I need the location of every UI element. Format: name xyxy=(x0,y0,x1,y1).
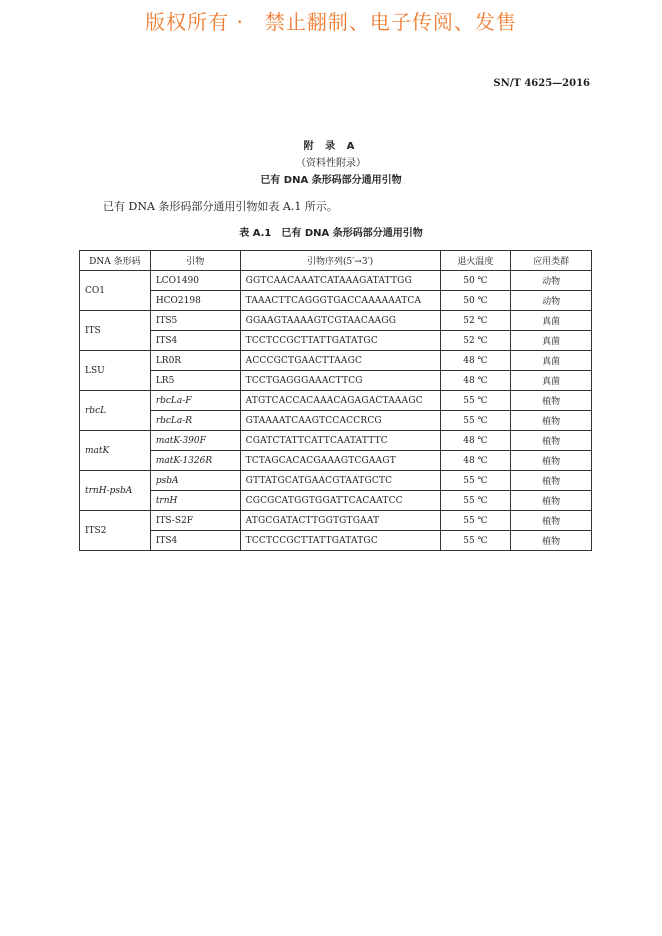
table-row xyxy=(80,451,592,471)
sequence-cell: GTTATGCATGAACGTAATGCTC xyxy=(240,471,440,491)
temp-cell: 55 ℃ xyxy=(440,411,511,431)
category-cell: 植物 xyxy=(511,531,592,551)
category-cell: 植物 xyxy=(511,451,592,471)
primer-cell: trnH xyxy=(150,491,240,511)
primer-table-body xyxy=(80,271,592,551)
table-row xyxy=(80,491,592,511)
primer-cell: LR5 xyxy=(150,371,240,391)
category-cell: 植物 xyxy=(511,491,592,511)
sequence-cell: TAAACTTCAGGGTGACCAAAAAATCA xyxy=(240,291,440,311)
category-cell: 植物 xyxy=(511,511,592,531)
temp-cell: 48 ℃ xyxy=(440,351,511,371)
barcode-cell: CO1 xyxy=(80,271,151,311)
sequence-cell: TCCTCCGCTTATTGATATGC xyxy=(240,331,440,351)
watermark-text: 版权所有 · 禁止翻制、电子传阅、发售 xyxy=(145,10,517,34)
temp-cell: 55 ℃ xyxy=(440,471,511,491)
header-sequence: 引物序列(5′→3′) xyxy=(240,251,440,271)
table-row xyxy=(80,471,592,491)
temp-cell: 48 ℃ xyxy=(440,451,511,471)
primer-cell: matK-390F xyxy=(150,431,240,451)
table-row xyxy=(80,531,592,551)
category-cell: 真菌 xyxy=(511,331,592,351)
primer-table xyxy=(79,250,592,551)
sequence-cell: CGATCTATTCATTCAATATTTC xyxy=(240,431,440,451)
temp-cell: 48 ℃ xyxy=(440,431,511,451)
temp-cell: 55 ℃ xyxy=(440,531,511,551)
sequence-cell: TCTAGCACACGAAAGTCGAAGT xyxy=(240,451,440,471)
appendix-heading: 已有 DNA 条形码部分通用引物 xyxy=(260,175,402,186)
sequence-cell: ATGTCACCACAAACAGAGACTAAAGC xyxy=(240,391,440,411)
sequence-cell: CGCGCATGGTGGATTCACAATCC xyxy=(240,491,440,511)
primer-cell: matK-1326R xyxy=(150,451,240,471)
table-row xyxy=(80,431,592,451)
table-row xyxy=(80,411,592,431)
header-temp: 退火温度 xyxy=(440,251,511,271)
primer-cell: ITS-S2F xyxy=(150,511,240,531)
header-category: 应用类群 xyxy=(511,251,592,271)
primer-cell: rbcLa-F xyxy=(150,391,240,411)
primer-cell: HCO2198 xyxy=(150,291,240,311)
primer-cell: ITS4 xyxy=(150,331,240,351)
barcode-cell: ITS xyxy=(80,311,151,351)
table-row xyxy=(80,391,592,411)
table-row xyxy=(80,291,592,311)
temp-cell: 52 ℃ xyxy=(440,311,511,331)
temp-cell: 50 ℃ xyxy=(440,291,511,311)
category-cell: 植物 xyxy=(511,411,592,431)
category-cell: 植物 xyxy=(511,471,592,491)
category-cell: 真菌 xyxy=(511,371,592,391)
table-caption: 表 A.1 已有 DNA 条形码部分通用引物 xyxy=(239,228,423,239)
category-cell: 动物 xyxy=(511,291,592,311)
header-primer: 引物 xyxy=(150,251,240,271)
barcode-cell: ITS2 xyxy=(80,511,151,551)
category-cell: 真菌 xyxy=(511,311,592,331)
sequence-cell: TCCTCCGCTTATTGATATGC xyxy=(240,531,440,551)
primer-cell: LR0R xyxy=(150,351,240,371)
primer-cell: ITS4 xyxy=(150,531,240,551)
category-cell: 动物 xyxy=(511,271,592,291)
sequence-cell: GTAAAATCAAGTCCACCRCG xyxy=(240,411,440,431)
sequence-cell: TCCTGAGGGAAACTTCG xyxy=(240,371,440,391)
table-row xyxy=(80,331,592,351)
temp-cell: 50 ℃ xyxy=(440,271,511,291)
primer-cell: rbcLa-R xyxy=(150,411,240,431)
barcode-cell: matK xyxy=(80,431,151,471)
appendix-subtitle: （资料性附录） xyxy=(296,158,366,169)
primer-cell: ITS5 xyxy=(150,311,240,331)
category-cell: 真菌 xyxy=(511,351,592,371)
sequence-cell: GGTCAACAAATCATAAAGATATTGG xyxy=(240,271,440,291)
primer-cell: psbA xyxy=(150,471,240,491)
temp-cell: 55 ℃ xyxy=(440,391,511,411)
table-row xyxy=(80,511,592,531)
barcode-cell: LSU xyxy=(80,351,151,391)
temp-cell: 48 ℃ xyxy=(440,371,511,391)
intro-paragraph: 已有 DNA 条形码部分通用引物如表 A.1 所示。 xyxy=(103,200,338,213)
table-row xyxy=(80,271,592,291)
document-code: SN/T 4625—2016 xyxy=(493,78,590,89)
sequence-cell: GGAAGTAAAAGTCGTAACAAGG xyxy=(240,311,440,331)
temp-cell: 55 ℃ xyxy=(440,511,511,531)
primer-cell: LCO1490 xyxy=(150,271,240,291)
table-row xyxy=(80,351,592,371)
barcode-cell: trnH-psbA xyxy=(80,471,151,511)
appendix-title: 附 录 A xyxy=(303,141,359,152)
header-barcode: DNA 条形码 xyxy=(80,251,151,271)
temp-cell: 55 ℃ xyxy=(440,491,511,511)
sequence-cell: ATGCGATACTTGGTGTGAAT xyxy=(240,511,440,531)
temp-cell: 52 ℃ xyxy=(440,331,511,351)
category-cell: 植物 xyxy=(511,391,592,411)
barcode-cell: rbcL xyxy=(80,391,151,431)
sequence-cell: ACCCGCTGAACTTAAGC xyxy=(240,351,440,371)
category-cell: 植物 xyxy=(511,431,592,451)
table-row xyxy=(80,371,592,391)
table-row xyxy=(80,311,592,331)
table-header-row xyxy=(80,251,592,271)
